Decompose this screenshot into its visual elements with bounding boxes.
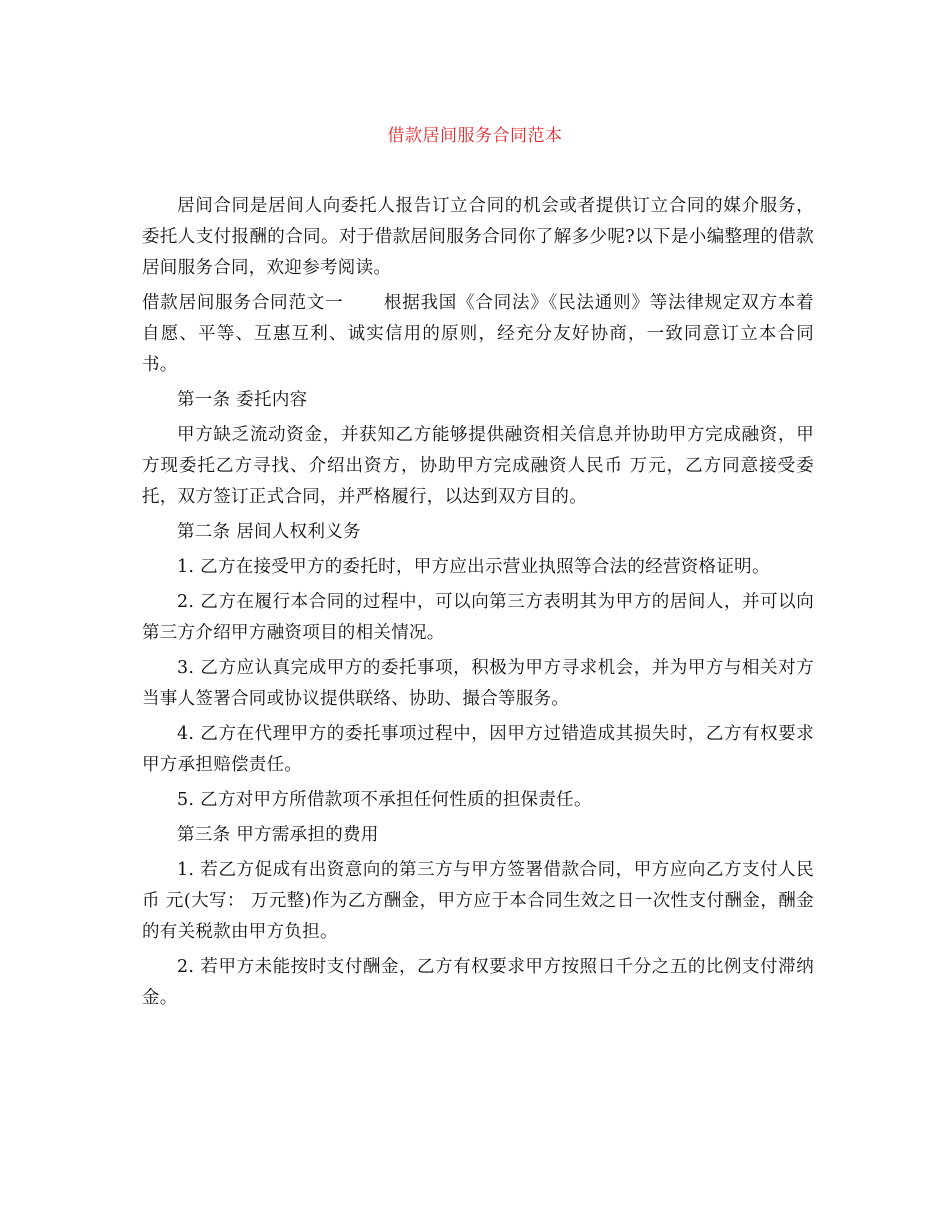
article2-item: 5. 乙方对甲方所借款项不承担任何性质的担保责任。 [177,790,592,810]
article3-item: 1. 若乙方促成有出资意向的第三方与甲方签署借款合同，甲方应向乙方支付人民币 元(大写： 万元整)作为乙方酬金，甲方应于本合同生效之日一次性支付酬金，酬金的有关税款由甲方负担。 [142,860,814,942]
article3-item: 2. 若甲方未能按时支付酬金，乙方有权要求甲方按照日千分之五的比例支付滞纳金。 [142,957,814,1008]
preamble-paragraph [142,288,814,381]
sample-heading: 借款居间服务合同范文一 [142,293,344,313]
article2-item: 2. 乙方在履行本合同的过程中，可以向第三方表明其为甲方的居间人，并可以向第三方介绍甲方融资项目的相关情况。 [142,592,814,643]
document-title: 借款居间服务合同范本 [387,126,563,146]
document-body [142,191,814,1014]
article2-title: 第二条 居间人权利义务 [177,522,361,542]
article1-title: 第一条 委托内容 [177,390,308,410]
preamble-text: 根据我国《合同法》《民法通则》等法律规定双方本着自愿、平等、互惠互利、诚实信用的原则，经充分友好协商，一致同意订立本合同书。 [142,293,814,375]
article2-item: 1. 乙方在接受甲方的委托时，甲方应出示营业执照等合法的经营资格证明。 [177,557,770,577]
article1-text: 甲方缺乏流动资金，并获知乙方能够提供融资相关信息并协助甲方完成融资，甲方现委托乙方寻找、介绍出资方，协助甲方完成融资人民币 万元，乙方同意接受委托，双方签订正式合同，并严格履行，以达到双方目的。 [142,425,814,507]
intro-paragraph: 居间合同是居间人向委托人报告订立合同的机会或者提供订立合同的媒介服务，委托人支付报酬的合同。对于借款居间服务合同你了解多少呢?以下是小编整理的借款居间服务合同，欢迎参考阅读。 [142,196,814,278]
article2-item: 3. 乙方应认真完成甲方的委托事项，积极为甲方寻求机会，并为甲方与相关对方当事人签署合同或协议提供联络、协助、撮合等服务。 [142,658,814,709]
article2-item: 4. 乙方在代理甲方的委托事项过程中，因甲方过错造成其损失时，乙方有权要求甲方承担赔偿责任。 [142,724,814,775]
article3-title: 第三条 甲方需承担的费用 [177,825,379,845]
